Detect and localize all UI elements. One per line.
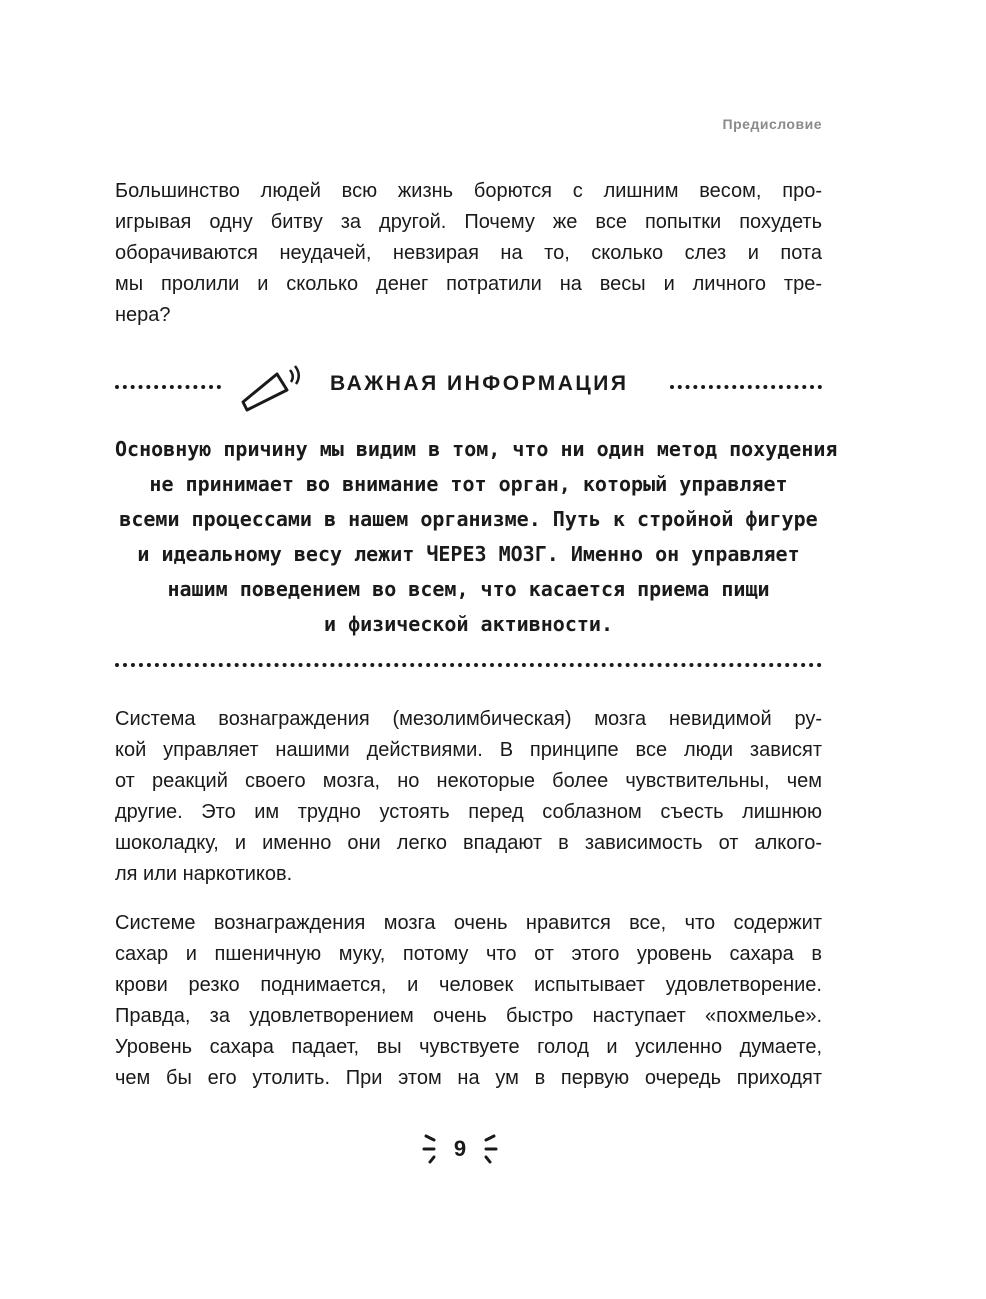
text-line: Система вознаграждения (мезолимбическая) мозга невидимой ру- <box>115 708 822 730</box>
callout-header <box>115 362 822 412</box>
text-line: нера? <box>115 304 171 326</box>
page-number <box>420 1130 500 1170</box>
text-line: Правда, за удовлетворением очень быстро наступает «похмелье». <box>115 1005 822 1027</box>
text-line: чем бы его утолить. При этом на ум в первую очередь приходят <box>115 1067 822 1089</box>
text-line: Основную причину мы видим в том, что ни один метод похудения <box>115 437 838 461</box>
text-line: оборачиваются неудачей, невзирая на то, сколько слез и пота <box>115 242 822 264</box>
text-line: ля или наркотиков. <box>115 863 293 885</box>
dotted-divider-right <box>670 385 822 393</box>
running-header: Предисловие <box>722 116 822 132</box>
text-line: сахар и пшеничную муку, потому что от этого уровень сахара в <box>115 943 822 965</box>
paragraph-reward-system <box>115 704 822 890</box>
paragraph-intro <box>115 176 822 331</box>
text-line: кой управляет нашими действиями. В принципе все люди зависят <box>115 739 822 761</box>
text-line: всеми процессами в нашем организме. Путь к стройной фигуре <box>119 507 818 531</box>
text-line: крови резко поднимается, и человек испытывает удовлетворение. <box>115 974 822 996</box>
page-number-text: 9 <box>453 1136 467 1161</box>
callout-title: ВАЖНАЯ ИНФОРМАЦИЯ <box>330 372 629 395</box>
text-line: мы пролили и сколько денег потратили на весы и личного тре- <box>115 273 822 295</box>
text-line: от реакций своего мозга, но некоторые более чувствительны, чем <box>115 770 822 792</box>
text-line: другие. Это им трудно устоять перед соблазном съесть лишнюю <box>115 801 822 823</box>
megaphone-icon <box>237 362 307 412</box>
text-line: игрывая одну битву за другой. Почему же все попытки похудеть <box>115 211 822 233</box>
text-line: нашим поведением во всем, что касается приема пищи <box>167 577 770 601</box>
callout-body <box>115 432 838 642</box>
text-line: Уровень сахара падает, вы чувствуете голод и усиленно думаете, <box>115 1036 822 1058</box>
text-line: шоколадку, и именно они легко впадают в зависимость от алкого- <box>115 832 822 854</box>
paragraph-sugar <box>115 908 822 1094</box>
text-line: и физической активности. <box>324 612 613 636</box>
text-line: Системе вознаграждения мозга очень нравится все, что содержит <box>115 912 822 934</box>
text-line: Большинство людей всю жизнь борются с лишним весом, про- <box>115 180 822 202</box>
text-line: и идеальному весу лежит ЧЕРЕЗ МОЗГ. Именно он управляет <box>137 542 800 566</box>
dotted-divider-left <box>115 385 221 393</box>
dotted-divider-bottom <box>115 663 822 667</box>
text-line: не принимает во внимание тот орган, который управляет <box>149 472 788 496</box>
